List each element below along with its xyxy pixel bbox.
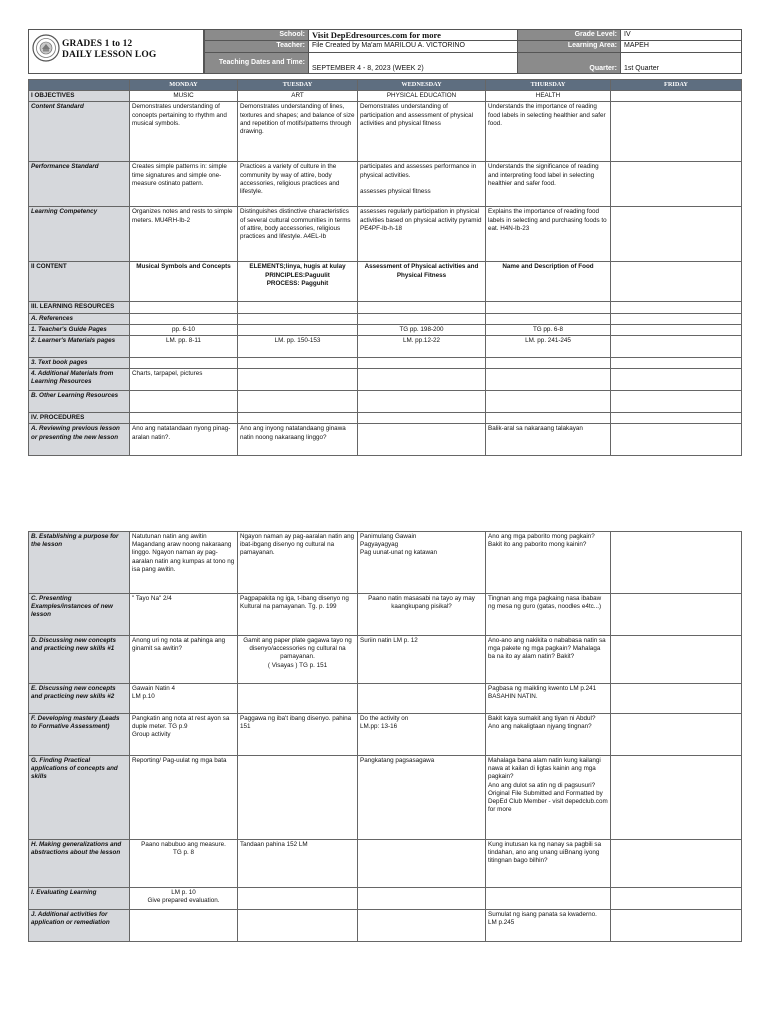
cell-wednesday: Paano natin masasabi na tayo ay may kaangkupang pisikal?: [358, 594, 486, 636]
day-header-monday: MONDAY: [130, 80, 238, 91]
cell-monday: Gawain Natin 4 LM p.10: [130, 684, 238, 714]
row-label: Content Standard: [29, 102, 130, 162]
cell-wednesday: [358, 888, 486, 910]
cell-monday: [130, 313, 238, 324]
cell-wednesday: [358, 391, 486, 413]
school-label: School:: [205, 30, 309, 41]
row-label: II CONTENT: [29, 262, 130, 302]
quarter-value: 1st Quarter: [621, 52, 742, 74]
subject-music: MUSIC: [130, 91, 238, 102]
cell-thursday: Understands the importance of reading food labels in selecting healthier and safer food.: [486, 102, 611, 162]
row-a-references: [29, 313, 742, 324]
cell-tuesday: Ngayon naman ay pag-aaralan natin ang ibat-ibgang disenyo ng cultural na pamayanan.: [238, 532, 358, 594]
cell-thursday: [486, 302, 611, 313]
dll-title: [62, 39, 156, 61]
cell-thursday: [486, 413, 611, 424]
cell-monday: [130, 358, 238, 369]
cell-thursday: Name and Description of Food: [486, 262, 611, 302]
cell-thursday: [486, 369, 611, 391]
cell-wednesday: Pangkatang pagsasagawa: [358, 756, 486, 840]
cell-monday: Charts, tarpapel, pictures: [130, 369, 238, 391]
row-2-learner-s-materials-pages: [29, 336, 742, 358]
cell-tuesday: [238, 358, 358, 369]
row-label: Performance Standard: [29, 162, 130, 207]
row-label: J. Additional activities for application or remediation: [29, 910, 130, 942]
objectives-label: I OBJECTIVES: [29, 91, 130, 102]
day-header-corner: [29, 80, 130, 91]
cell-friday: [611, 262, 742, 302]
row-label: 1. Teacher's Guide Pages: [29, 324, 130, 335]
cell-wednesday: [358, 424, 486, 456]
page-1-rows: [29, 102, 742, 456]
cell-wednesday: Do the activity on LM.pp: 13-16: [358, 714, 486, 756]
cell-tuesday: Practices a variety of culture in the community by way of attire, body accessories, religious practices and lifestyle.: [238, 162, 358, 207]
learning-area-label: Learning Area:: [518, 41, 621, 52]
cell-monday: pp. 6-10: [130, 324, 238, 335]
row-learning-competency: [29, 207, 742, 262]
cell-wednesday: [358, 358, 486, 369]
row-iii-learning-resources: [29, 302, 742, 313]
learning-area-value: MAPEH: [621, 41, 742, 52]
row-performance-standard: [29, 162, 742, 207]
cell-wednesday: [358, 413, 486, 424]
subject-friday: [611, 91, 742, 102]
row-content-standard: [29, 102, 742, 162]
row-label: A. Reviewing previous lesson or presenting the new lesson: [29, 424, 130, 456]
row-h-making-generalizations-and-abstractions-about-the-lesson: [29, 840, 742, 888]
dll-header: [28, 29, 741, 74]
cell-tuesday: [238, 391, 358, 413]
row-label: I. Evaluating Learning: [29, 888, 130, 910]
cell-thursday: [486, 358, 611, 369]
cell-monday: [130, 413, 238, 424]
cell-thursday: Tingnan ang mga pagkaing nasa ibabaw ng mesa ng guro (gatas, noodles e4tc...): [486, 594, 611, 636]
cell-tuesday: [238, 302, 358, 313]
row-e-discussing-new-concepts-and-practicing-new-skills-2: [29, 684, 742, 714]
cell-friday: [611, 313, 742, 324]
cell-wednesday: assesses regularly participation in physical activities based on physical activity pyramid PE4PF-Ib-h-18: [358, 207, 486, 262]
cell-monday: [130, 910, 238, 942]
cell-wednesday: [358, 840, 486, 888]
cell-wednesday: Assessment of Physical activities and Physical Fitness: [358, 262, 486, 302]
row-label: B. Establishing a purpose for the lesson: [29, 532, 130, 594]
row-3-text-book-pages: [29, 358, 742, 369]
cell-friday: [611, 324, 742, 335]
day-header-row: [29, 80, 742, 91]
cell-wednesday: [358, 313, 486, 324]
row-label: H. Making generalizations and abstractions about the lesson: [29, 840, 130, 888]
cell-tuesday: [238, 324, 358, 335]
cell-thursday: Ano-ano ang nakikita o nababasa natin sa mga pakete ng mga pagkain? Mahalaga ba na ito ay alam natin? Bakit?: [486, 636, 611, 684]
cell-friday: [611, 910, 742, 942]
teacher-label: Teacher:: [205, 41, 309, 52]
row-label: B. Other Learning Resources: [29, 391, 130, 413]
cell-wednesday: [358, 302, 486, 313]
row-label: E. Discussing new concepts and practicing new skills #2: [29, 684, 130, 714]
row-label: 3. Text book pages: [29, 358, 130, 369]
cell-thursday: Bakit kaya sumakit ang tiyan ni Abdul? Ano ang nakaligtaan njyang tingnan?: [486, 714, 611, 756]
cell-thursday: LM. pp. 241-245: [486, 336, 611, 358]
row-ii-content: [29, 262, 742, 302]
cell-friday: [611, 594, 742, 636]
cell-friday: [611, 102, 742, 162]
cell-friday: [611, 756, 742, 840]
cell-thursday: Understands the significance of reading and interpreting food label in selecting healthier and safer food.: [486, 162, 611, 207]
quarter-label: Quarter:: [518, 52, 621, 74]
cell-monday: Pangkatin ang nota at rest ayon sa duple meter. TG p.9 Group activity: [130, 714, 238, 756]
cell-monday: Anong uri ng nota at pahinga ang ginamit sa awitin?: [130, 636, 238, 684]
row-label: D. Discussing new concepts and practicing new skills #1: [29, 636, 130, 684]
lesson-log-table-page-2: [28, 531, 742, 942]
cell-monday: [130, 302, 238, 313]
cell-friday: [611, 684, 742, 714]
cell-monday: Natutunan natin ang awitin Magandang araw noong nakaraang linggo. Ngayon naman ay pag-aaralan natin ang kumpas at tono ng isa pang awitin.: [130, 532, 238, 594]
cell-monday: LM. pp. 8-11: [130, 336, 238, 358]
cell-wednesday: [358, 684, 486, 714]
cell-tuesday: [238, 413, 358, 424]
cell-friday: [611, 714, 742, 756]
cell-wednesday: Demonstrates understanding of participation and assessment of physical activities and physical fitness: [358, 102, 486, 162]
cell-friday: [611, 413, 742, 424]
cell-friday: [611, 391, 742, 413]
row-label: F. Developing mastery (Leads to Formative Assessment): [29, 714, 130, 756]
cell-friday: [611, 840, 742, 888]
cell-thursday: [486, 391, 611, 413]
lesson-log-table-page-1: [28, 79, 742, 456]
cell-wednesday: participates and assesses performance in physical activities. assesses physical fitness: [358, 162, 486, 207]
cell-thursday: TG pp. 6-8: [486, 324, 611, 335]
cell-tuesday: ELEMENTS;linya, hugis at kulay PRINCIPLES:Paguulit PROCESS: Pagguhit: [238, 262, 358, 302]
day-header-friday: FRIDAY: [611, 80, 742, 91]
cell-wednesday: LM. pp.12-22: [358, 336, 486, 358]
cell-tuesday: [238, 910, 358, 942]
cell-tuesday: LM. pp. 150-153: [238, 336, 358, 358]
row-d-discussing-new-concepts-and-practicing-new-skills-1: [29, 636, 742, 684]
row-label: A. References: [29, 313, 130, 324]
subject-art: ART: [238, 91, 358, 102]
row-g-finding-practical-applications-of-concepts-and-skills: [29, 756, 742, 840]
row-label: III. LEARNING RESOURCES: [29, 302, 130, 313]
row-1-teacher-s-guide-pages: [29, 324, 742, 335]
cell-tuesday: [238, 313, 358, 324]
cell-thursday: [486, 888, 611, 910]
cell-tuesday: [238, 369, 358, 391]
cell-wednesday: Panimulang Gawain Pagyayagyag Pag uunat-unat ng katawan: [358, 532, 486, 594]
header-info-grid: [204, 29, 742, 74]
cell-tuesday: [238, 756, 358, 840]
cell-tuesday: Paggawa ng iba't ibang disenyo. pahina 151: [238, 714, 358, 756]
page-2-rows: [29, 532, 742, 942]
cell-tuesday: Tandaan pahina 152 LM: [238, 840, 358, 888]
title-line-2: DAILY LESSON LOG: [62, 50, 157, 60]
cell-thursday: Ano ang mga paborito mong pagkain? Bakit ito ang paborito mong kainin?: [486, 532, 611, 594]
cell-thursday: Kung inutusan ka ng nanay sa pagbili sa tindahan, ano ang unang uiBnang iyong titingnan bago bilhin?: [486, 840, 611, 888]
row-4-additional-materials-from-learning-resources: [29, 369, 742, 391]
cell-tuesday: Gamit ang paper plate gagawa tayo ng disenyo/accessories ng cultural na pamayanan. ( Visayas ) TG p. 151: [238, 636, 358, 684]
cell-monday: Reporting/ Pag-uulat ng mga bata: [130, 756, 238, 840]
cell-tuesday: Ano ang inyong natatandaang ginawa natin noong nakaraang linggo?: [238, 424, 358, 456]
cell-monday: Organizes notes and rests to simple meters. MU4RH-Ib-2: [130, 207, 238, 262]
row-label: Learning Competency: [29, 207, 130, 262]
cell-monday: Ano ang natatandaan nyong pinag-aralan natin?.: [130, 424, 238, 456]
cell-tuesday: [238, 888, 358, 910]
objectives-row: [29, 91, 742, 102]
cell-thursday: [486, 313, 611, 324]
day-header-wednesday: WEDNESDAY: [358, 80, 486, 91]
cell-friday: [611, 302, 742, 313]
school-value: Visit DepEdresources.com for more: [309, 30, 518, 41]
teaching-dates-value: SEPTEMBER 4 - 8, 2023 (WEEK 2): [309, 52, 518, 74]
subject-health: HEALTH: [486, 91, 611, 102]
row-f-developing-mastery-leads-to-formative-assessment: [29, 714, 742, 756]
row-i-evaluating-learning: [29, 888, 742, 910]
cell-monday: Musical Symbols and Concepts: [130, 262, 238, 302]
cell-wednesday: TG pp. 198-200: [358, 324, 486, 335]
day-header-thursday: THURSDAY: [486, 80, 611, 91]
cell-friday: [611, 636, 742, 684]
row-c-presenting-examples-instances-of-new-lesson: [29, 594, 742, 636]
cell-friday: [611, 162, 742, 207]
row-label: C. Presenting Examples/instances of new lesson: [29, 594, 130, 636]
teaching-dates-label: Teaching Dates and Time:: [205, 52, 309, 74]
cell-friday: [611, 358, 742, 369]
row-label: IV. PROCEDURES: [29, 413, 130, 424]
row-label: 4. Additional Materials from Learning Resources: [29, 369, 130, 391]
day-header-tuesday: TUESDAY: [238, 80, 358, 91]
cell-monday: LM p. 10 Give prepared evaluation.: [130, 888, 238, 910]
cell-wednesday: [358, 910, 486, 942]
grade-level-label: Grade Level:: [518, 30, 621, 41]
row-b-establishing-a-purpose-for-the-lesson: [29, 532, 742, 594]
cell-tuesday: Distinguishes distinctive characteristics of several cultural communities in terms of attire, body accessories, religious practices and lifestyle. A4EL-Ib: [238, 207, 358, 262]
grade-level-value: IV: [621, 30, 742, 41]
cell-monday: Paano nabubuo ang measure. TG p. 8: [130, 840, 238, 888]
deped-seal-icon: [32, 34, 60, 62]
cell-friday: [611, 336, 742, 358]
row-j-additional-activities-for-application-or-remediation: [29, 910, 742, 942]
cell-tuesday: [238, 684, 358, 714]
cell-thursday: Balik-aral sa nakaraang talakayan: [486, 424, 611, 456]
cell-friday: [611, 369, 742, 391]
title-line-1: GRADES 1 to 12: [62, 39, 133, 49]
cell-wednesday: [358, 369, 486, 391]
teacher-value: File Created by Ma'am MARILOU A. VICTORINO: [309, 41, 518, 52]
header-title-box: [28, 29, 204, 74]
row-label: G. Finding Practical applications of concepts and skills: [29, 756, 130, 840]
subject-pe: PHYSICAL EDUCATION: [358, 91, 486, 102]
row-label: 2. Learner's Materials pages: [29, 336, 130, 358]
cell-tuesday: Pagpapakita ng iga, t-ibang disenyo ng Kultural na pamayanan. Tg. p. 199: [238, 594, 358, 636]
cell-thursday: Mahalaga bana alam natin kung kailangi nawa at kailan di ligtas kainin ang mga pagkain? Ano ang dulot sa atin ng di pagsusuri? Original File Submitted and Formatted by DepEd Club Member - visit depedclub.com for more: [486, 756, 611, 840]
cell-thursday: Explains the importance of reading food labels in selecting and purchasing foods to eat. H4N-Ib-23: [486, 207, 611, 262]
cell-monday: Demonstrates understanding of concepts pertaining to rhythm and musical symbols.: [130, 102, 238, 162]
cell-friday: [611, 888, 742, 910]
cell-monday: [130, 391, 238, 413]
cell-wednesday: Suriin natin LM p. 12: [358, 636, 486, 684]
row-b-other-learning-resources: [29, 391, 742, 413]
cell-thursday: Sumulat ng isang panata sa kwaderno. LM p.245: [486, 910, 611, 942]
cell-tuesday: Demonstrates understanding of lines, textures and shapes; and balance of size and repetition of motifs/patterns through drawing.: [238, 102, 358, 162]
cell-monday: Creates simple patterns in: simple time signatures and simple one-measure ostinato pattern.: [130, 162, 238, 207]
row-iv-procedures: [29, 413, 742, 424]
cell-friday: [611, 207, 742, 262]
cell-friday: [611, 424, 742, 456]
cell-monday: " Tayo Na" 2/4: [130, 594, 238, 636]
cell-thursday: Pagbasa ng maikling kwento LM p.241 BASAHIN NATIN.: [486, 684, 611, 714]
cell-friday: [611, 532, 742, 594]
row-a-reviewing-previous-lesson-or-presenting-the-new-lesson: [29, 424, 742, 456]
